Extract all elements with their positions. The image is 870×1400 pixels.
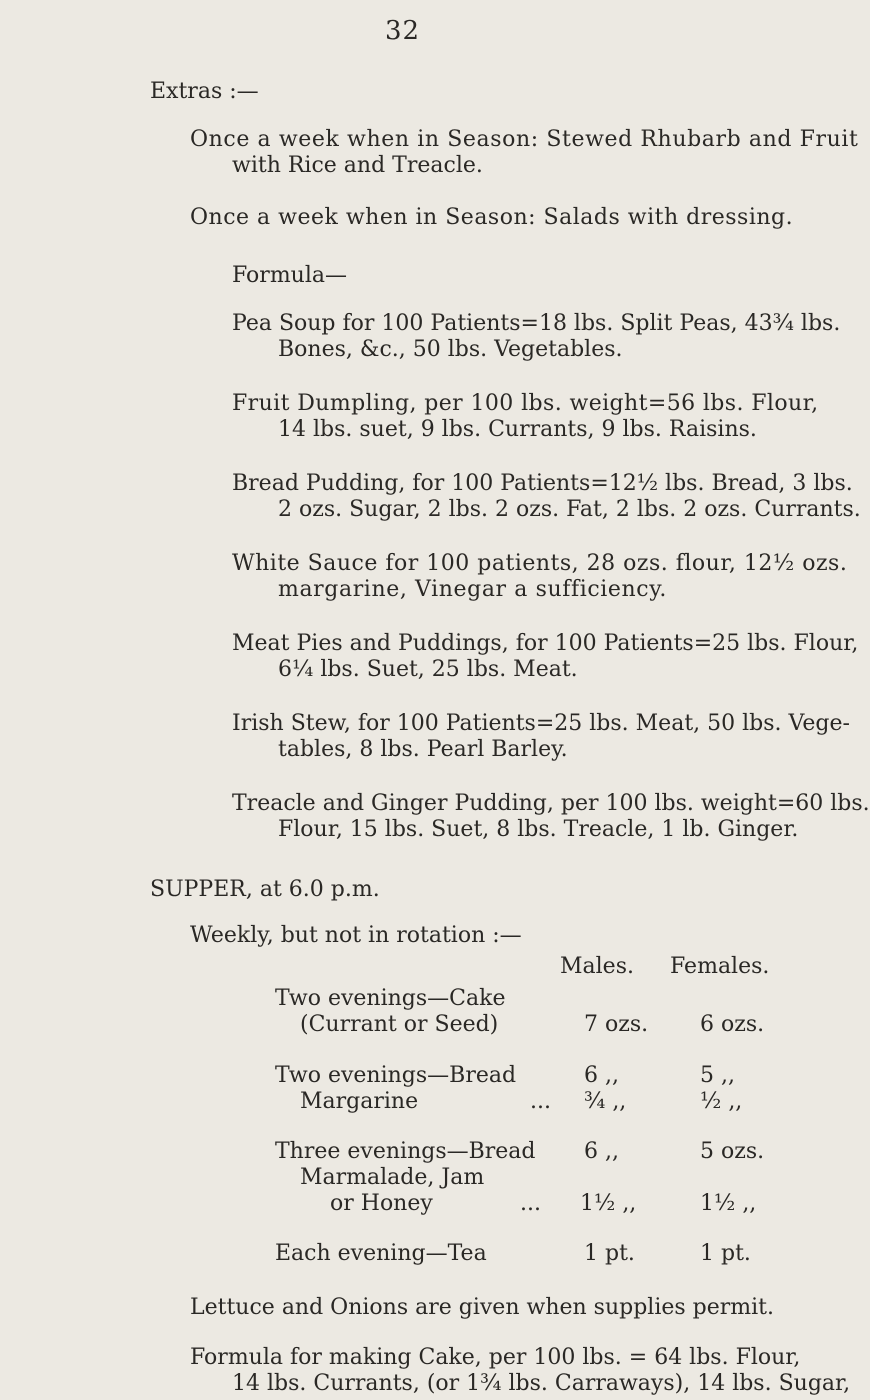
supper-row-label: Marmalade, Jam [300, 1165, 485, 1190]
supper-row-label: or Honey [330, 1191, 433, 1216]
column-header-males: Males. [560, 954, 634, 979]
formula-heading: Formula— [232, 263, 348, 288]
supper-row-label: Margarine [300, 1089, 419, 1114]
supper-row-label: Two evenings—Bread [275, 1063, 517, 1088]
extras-line-rhubarb-cont: with Rice and Treacle. [232, 153, 483, 178]
supper-row-males: 6 ,, [584, 1139, 619, 1164]
formula-pea-soup-line1: Pea Soup for 100 Patients=18 lbs. Split Peas, 43¾ lbs. [232, 311, 841, 336]
extras-line-salads: Once a week when in Season: Salads with dressing. [190, 205, 794, 230]
formula-fruit-dumpling-line2: 14 lbs. suet, 9 lbs. Currants, 9 lbs. Raisins. [278, 417, 757, 442]
supper-row-females: 1½ ,, [700, 1191, 757, 1216]
supper-row-females: 6 ozs. [700, 1012, 765, 1037]
extras-line-rhubarb: Once a week when in Season: Stewed Rhubarb and Fruit [190, 127, 859, 152]
formula-bread-pudding-line2: 2 ozs. Sugar, 2 lbs. 2 ozs. Fat, 2 lbs. 2 ozs. Currants. [278, 497, 861, 522]
supper-row-label: Two evenings—Cake [275, 986, 506, 1011]
formula-white-sauce-line2: margarine, Vinegar a sufficiency. [278, 577, 667, 602]
formula-meat-pies-line1: Meat Pies and Puddings, for 100 Patients=25 lbs. Flour, [232, 631, 859, 656]
page-number: 32 [385, 16, 421, 46]
formula-fruit-dumpling-line1: Fruit Dumpling, per 100 lbs. weight=56 lbs. Flour, [232, 391, 819, 416]
supper-row-males: 6 ,, [584, 1063, 619, 1088]
column-header-females: Females. [670, 954, 770, 979]
formula-treacle-pudding-line1: Treacle and Ginger Pudding, per 100 lbs. weight=60 lbs. [232, 791, 870, 816]
formula-irish-stew-line1: Irish Stew, for 100 Patients=25 lbs. Meat, 50 lbs. Vege- [232, 711, 850, 736]
supper-row-label: (Currant or Seed) [300, 1012, 499, 1037]
supper-row-males: 1½ ,, [580, 1191, 637, 1216]
supper-heading: SUPPER, at 6.0 p.m. [150, 877, 380, 902]
cake-formula-line1: Formula for making Cake, per 100 lbs. = 64 lbs. Flour, [190, 1345, 801, 1370]
supper-weekly-note: Weekly, but not in rotation :— [190, 923, 522, 948]
formula-irish-stew-line2: tables, 8 lbs. Pearl Barley. [278, 737, 568, 762]
formula-meat-pies-line2: 6¼ lbs. Suet, 25 lbs. Meat. [278, 657, 578, 682]
supper-row-males: ¾ ,, [584, 1089, 627, 1114]
formula-bread-pudding-line1: Bread Pudding, for 100 Patients=12½ lbs. Bread, 3 lbs. [232, 471, 853, 496]
supper-row-label: Each evening—Tea [275, 1241, 487, 1266]
supper-row-dots: ... [520, 1191, 541, 1216]
supper-row-label: Three evenings—Bread [275, 1139, 536, 1164]
lettuce-note: Lettuce and Onions are given when supplies permit. [190, 1295, 775, 1320]
formula-pea-soup-line2: Bones, &c., 50 lbs. Vegetables. [278, 337, 623, 362]
formula-white-sauce-line1: White Sauce for 100 patients, 28 ozs. flour, 12½ ozs. [232, 551, 848, 576]
supper-row-dots: ... [530, 1089, 551, 1114]
supper-row-females: ½ ,, [700, 1089, 743, 1114]
supper-row-females: 1 pt. [700, 1241, 751, 1266]
extras-heading: Extras :— [150, 79, 259, 104]
cake-formula-line2: 14 lbs. Currants, (or 1¾ lbs. Carraways), 14 lbs. Sugar, [232, 1371, 851, 1396]
supper-row-males: 7 ozs. [584, 1012, 649, 1037]
supper-row-females: 5 ozs. [700, 1139, 765, 1164]
supper-row-males: 1 pt. [584, 1241, 635, 1266]
supper-row-females: 5 ,, [700, 1063, 735, 1088]
formula-treacle-pudding-line2: Flour, 15 lbs. Suet, 8 lbs. Treacle, 1 lb. Ginger. [278, 817, 799, 842]
